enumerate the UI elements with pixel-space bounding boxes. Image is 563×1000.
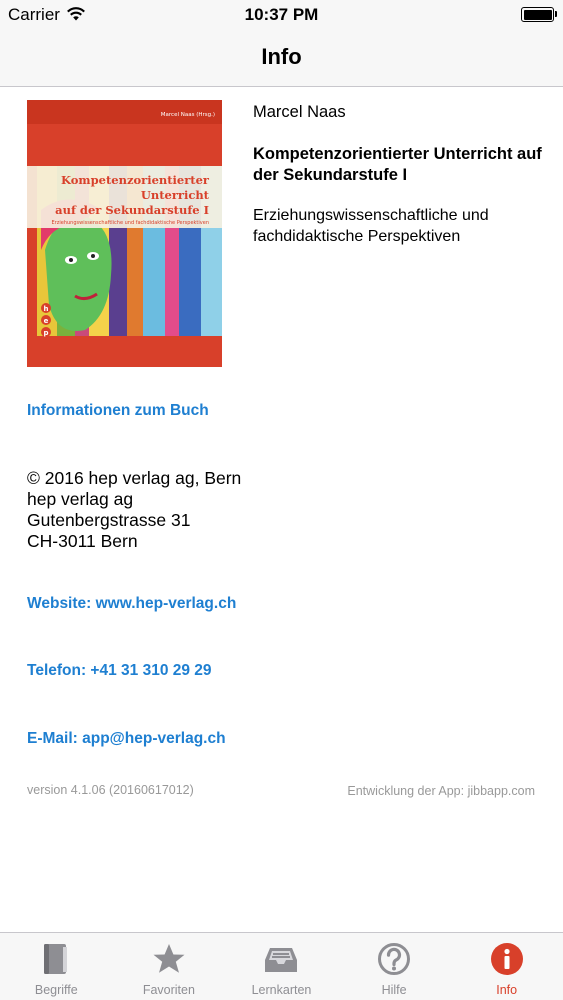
developer-credit: Entwicklung der App: jibbapp.com	[347, 784, 535, 798]
battery-icon	[521, 7, 554, 22]
status-bar	[0, 0, 563, 30]
page-title: Info	[261, 44, 302, 69]
status-time: 10:37 PM	[244, 5, 319, 24]
cover-subtitle: Erziehungswissenschaftliche und fachdidaktische Perspektiven	[51, 220, 209, 226]
navigation-bar	[0, 30, 563, 87]
cover-title-line-1: Kompetenzorientierter	[61, 173, 209, 187]
battery-tip	[555, 11, 557, 17]
tab-label: Hilfe	[381, 983, 407, 997]
tab-info[interactable]	[450, 933, 563, 1000]
book-author: Marcel Naas	[253, 103, 346, 121]
tab-label: Favoriten	[142, 983, 195, 997]
book-info-link[interactable]: Informationen zum Buch	[27, 402, 209, 419]
cover-logo-p: p	[43, 329, 49, 337]
publisher-address	[27, 468, 241, 552]
inbox-tray-icon	[263, 941, 299, 977]
tab-hilfe[interactable]	[338, 933, 451, 1000]
phone-link[interactable]: Telefon: +41 31 310 29 29	[27, 662, 212, 679]
cover-title-line-2: Unterricht	[140, 188, 209, 202]
cover-editor: Marcel Naas (Hrsg.)	[160, 112, 215, 118]
info-icon	[489, 941, 525, 977]
tab-label: Begriffe	[34, 983, 78, 997]
book-subtitle: Erziehungswissenschaftliche und fachdidaktische Perspektiven	[253, 207, 489, 245]
tab-lernkarten[interactable]	[225, 933, 338, 1000]
tab-favoriten[interactable]	[113, 933, 226, 1000]
book-icon	[38, 941, 74, 977]
website-link[interactable]: Website: www.hep-verlag.ch	[27, 595, 237, 612]
publisher-name: hep verlag ag	[27, 489, 134, 509]
star-icon	[151, 941, 187, 977]
book-cover-art	[27, 100, 222, 367]
cover-title-line-3: auf der Sekundarstufe I	[55, 203, 209, 217]
cover-logo-e: e	[43, 317, 49, 325]
email-link[interactable]: E-Mail: app@hep-verlag.ch	[27, 730, 226, 747]
book-title: Kompetenzorientierter Unterricht auf der Sekundarstufe I	[253, 145, 542, 184]
publisher-city: CH-3011 Bern	[27, 531, 138, 551]
carrier-label: Carrier	[8, 5, 60, 24]
question-icon	[376, 941, 412, 977]
tab-label: Lernkarten	[251, 983, 312, 997]
version-label: version 4.1.06 (20160617012)	[27, 783, 194, 797]
tab-begriffe[interactable]	[0, 933, 113, 1000]
book-cover	[27, 100, 222, 367]
cover-logo-h: h	[43, 305, 49, 313]
battery-fill	[524, 10, 552, 20]
publisher-street: Gutenbergstrasse 31	[27, 510, 191, 530]
tab-bar	[0, 932, 563, 1000]
tab-label: Info	[496, 983, 518, 997]
copyright-line: © 2016 hep verlag ag, Bern	[27, 468, 242, 488]
